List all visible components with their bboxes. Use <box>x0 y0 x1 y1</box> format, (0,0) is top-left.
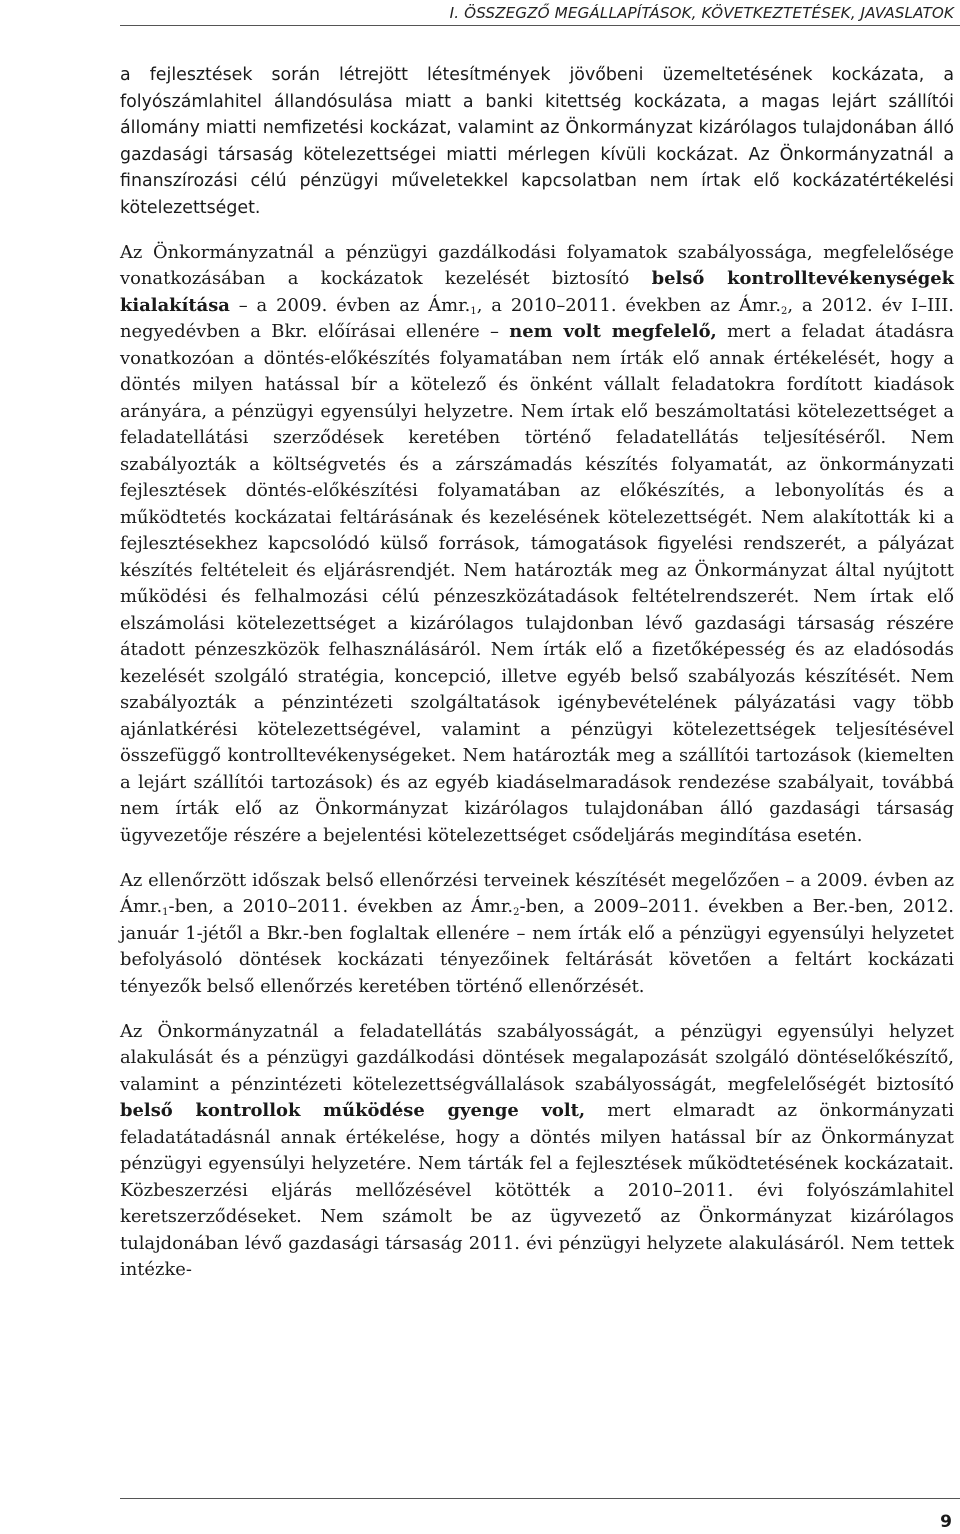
running-header: I. ÖSSZEGZŐ MEGÁLLAPÍTÁSOK, KÖVETKEZTETÉSEK, JAVASLATOK <box>449 4 954 22</box>
paragraph-audit-plans <box>120 868 954 1001</box>
p2-text-3: , a 2010–2011. években az Ámr. <box>476 294 782 316</box>
p3-sub-1: 1 <box>162 907 169 918</box>
paragraph-weak-controls <box>120 1019 954 1284</box>
footer-rule <box>120 1498 960 1499</box>
p2-bold-1: belső kontrolltevékenységek kialakítása <box>120 268 954 316</box>
paragraph-internal-control <box>120 240 954 850</box>
p2-text-4: , a 2012. év I–III. negyedévben a Bkr. előírásai ellenére – <box>120 294 954 342</box>
header-rule <box>120 25 960 26</box>
p4-text-2: mert elmaradt az önkormányzati feladatátadásnál annak értékelése, hogy a döntés milyen hatással bír az Önkormányzat pénzügyi egyensúlyi helyzetére. Nem tárták fel a fejlesztések működtetésének kockázatait. Közbeszerzési eljárás mellőzésével kötötték a 2010–2011. évi folyószámlahitel keretszerződéseket. Nem számolt be az ügyvezető az Önkormányzat kizárólagos tulajdonában lévő gazdasági társaság 2011. évi pénzügyi helyzete alakulásáról. Nem tettek intézke- <box>120 1100 954 1280</box>
paragraph-risks-sentence-1: a fejlesztések során létrejött létesítmények jövőbeni üzemeltetésének kockázata, a folyószámlahitel állandósulása miatt a banki kitettség kockázata, a magas lejárt szállítói állomány miatti nemfizetési kockázat, valamint az Önkormányzat kizárólagos tulajdonában álló gazdasági társaság kötelezettségei miatti mérlegen kívüli kockázat. <box>120 65 954 165</box>
p3-text-3: -ben, a 2009–2011. években a Ber.-ben, 2012. január 1-jétől a Bkr.-ben foglaltak ellenére – nem írták elő a pénzügyi egyensúlyi helyzetet befolyásoló döntések kockázati tényezőinek feltárását követően a feltárt kockázati tényezők belső ellenőrzés keretében történő ellenőrzését. <box>120 896 954 997</box>
p3-text-2: -ben, a 2010–2011. években az Ámr. <box>168 896 514 917</box>
p2-bold-2: nem volt megfelelő, <box>509 321 717 342</box>
p3-sub-2: 2 <box>513 907 520 918</box>
paragraph-risks <box>120 62 954 221</box>
p2-text-2: – a 2009. évben az Ámr. <box>229 294 471 316</box>
p3-text-1: Az ellenőrzött időszak belső ellenőrzési terveinek készítését megelőzően – a 2009. évben az Ámr. <box>120 869 954 917</box>
p2-sub-2: 2 <box>781 305 788 317</box>
p2-text-1: Az Önkormányzatnál a pénzügyi gazdálkodási folyamatok szabályossága, megfelelősége vonatkozásában a kockázatok kezelését biztosító <box>120 241 954 289</box>
p4-bold-1: belső kontrollok működése gyenge volt, <box>120 1100 586 1121</box>
p2-sub-1: 1 <box>470 305 477 317</box>
p4-text-1: Az Önkormányzatnál a feladatellátás szabályosságát, a pénzügyi egyensúlyi helyzet alakulását és a pénzügyi gazdálkodási döntések megalapozását szolgáló döntéselőkészítő, valamint a pénzintézeti kötelezettségvállalások szabályosságát, megfelelőségét biztosító <box>120 1020 954 1095</box>
p2-text-5: mert a feladat átadásra vonatkozóan a döntés-előkészítés folyamatában nem írták elő annak értékelését, hogy a döntés milyen hatással bír a kötelező és önként vállalt feladatokra fordított kiadások arányára, a pénzügyi egyensúlyi helyzetre. Nem írtak elő beszámoltatási kötelezettséget a feladatellátási szerződések keretében történő feladatellátás teljesítéséről. Nem szabályozták a költségvetés és a zárszámadás készítés folyamatát, az önkormányzati fejlesztések döntés-előkészítési folyamatában az előkészítés, a lebonyolítás és a működtetés kockázatai feltárásának és kezelésének kötelezettségét. Nem alakították ki a fejlesztésekhez kapcsolódó külső források, támogatások figyelési rendszerét, a pályázat készítés feltételeit és eljárásrendjét. Nem határozták meg az Önkormányzat által nyújtott működési és felhalmozási célú pénzeszközátadások feltételrendszerét. Nem írtak elő elszámolási kötelezettséget a kizárólagos tulajdonban lévő gazdasági társaság részére átadott pénzeszközök felhasználásáról. Nem írták elő a fizetőképesség és az eladósodás kezelését szolgáló stratégia, koncepció, illetve egyéb belső szabályozás készítését. Nem szabályozták a pénzintézeti szolgáltatások igénybevételének pályázatási vagy több ajánlatkérési kötelezettségével, valamint a pénzügyi kötelezettségek teljesítésével összefüggő kontrolltevékenységeket. Nem határozták meg a szállítói tartozások (kiemelten a lejárt szállítói tartozások) és az egyéb kiadáselmaradások rendezése szabályait, továbbá nem írták elő az Önkormányzat kizárólagos tulajdonában álló gazdasági társaság ügyvezetője részére a bejelentési kötelezettséget csődeljárás megindítása esetén. <box>120 321 955 846</box>
paragraph-risks-sentence-2: Az Önkormányzatnál a finanszírozási célú pénzügyi műveletekkel kapcsolatban nem írtak elő kockázatértékelési kötelezettséget. <box>120 144 954 218</box>
page-number: 9 <box>940 1512 952 1532</box>
body-text <box>120 62 954 1284</box>
